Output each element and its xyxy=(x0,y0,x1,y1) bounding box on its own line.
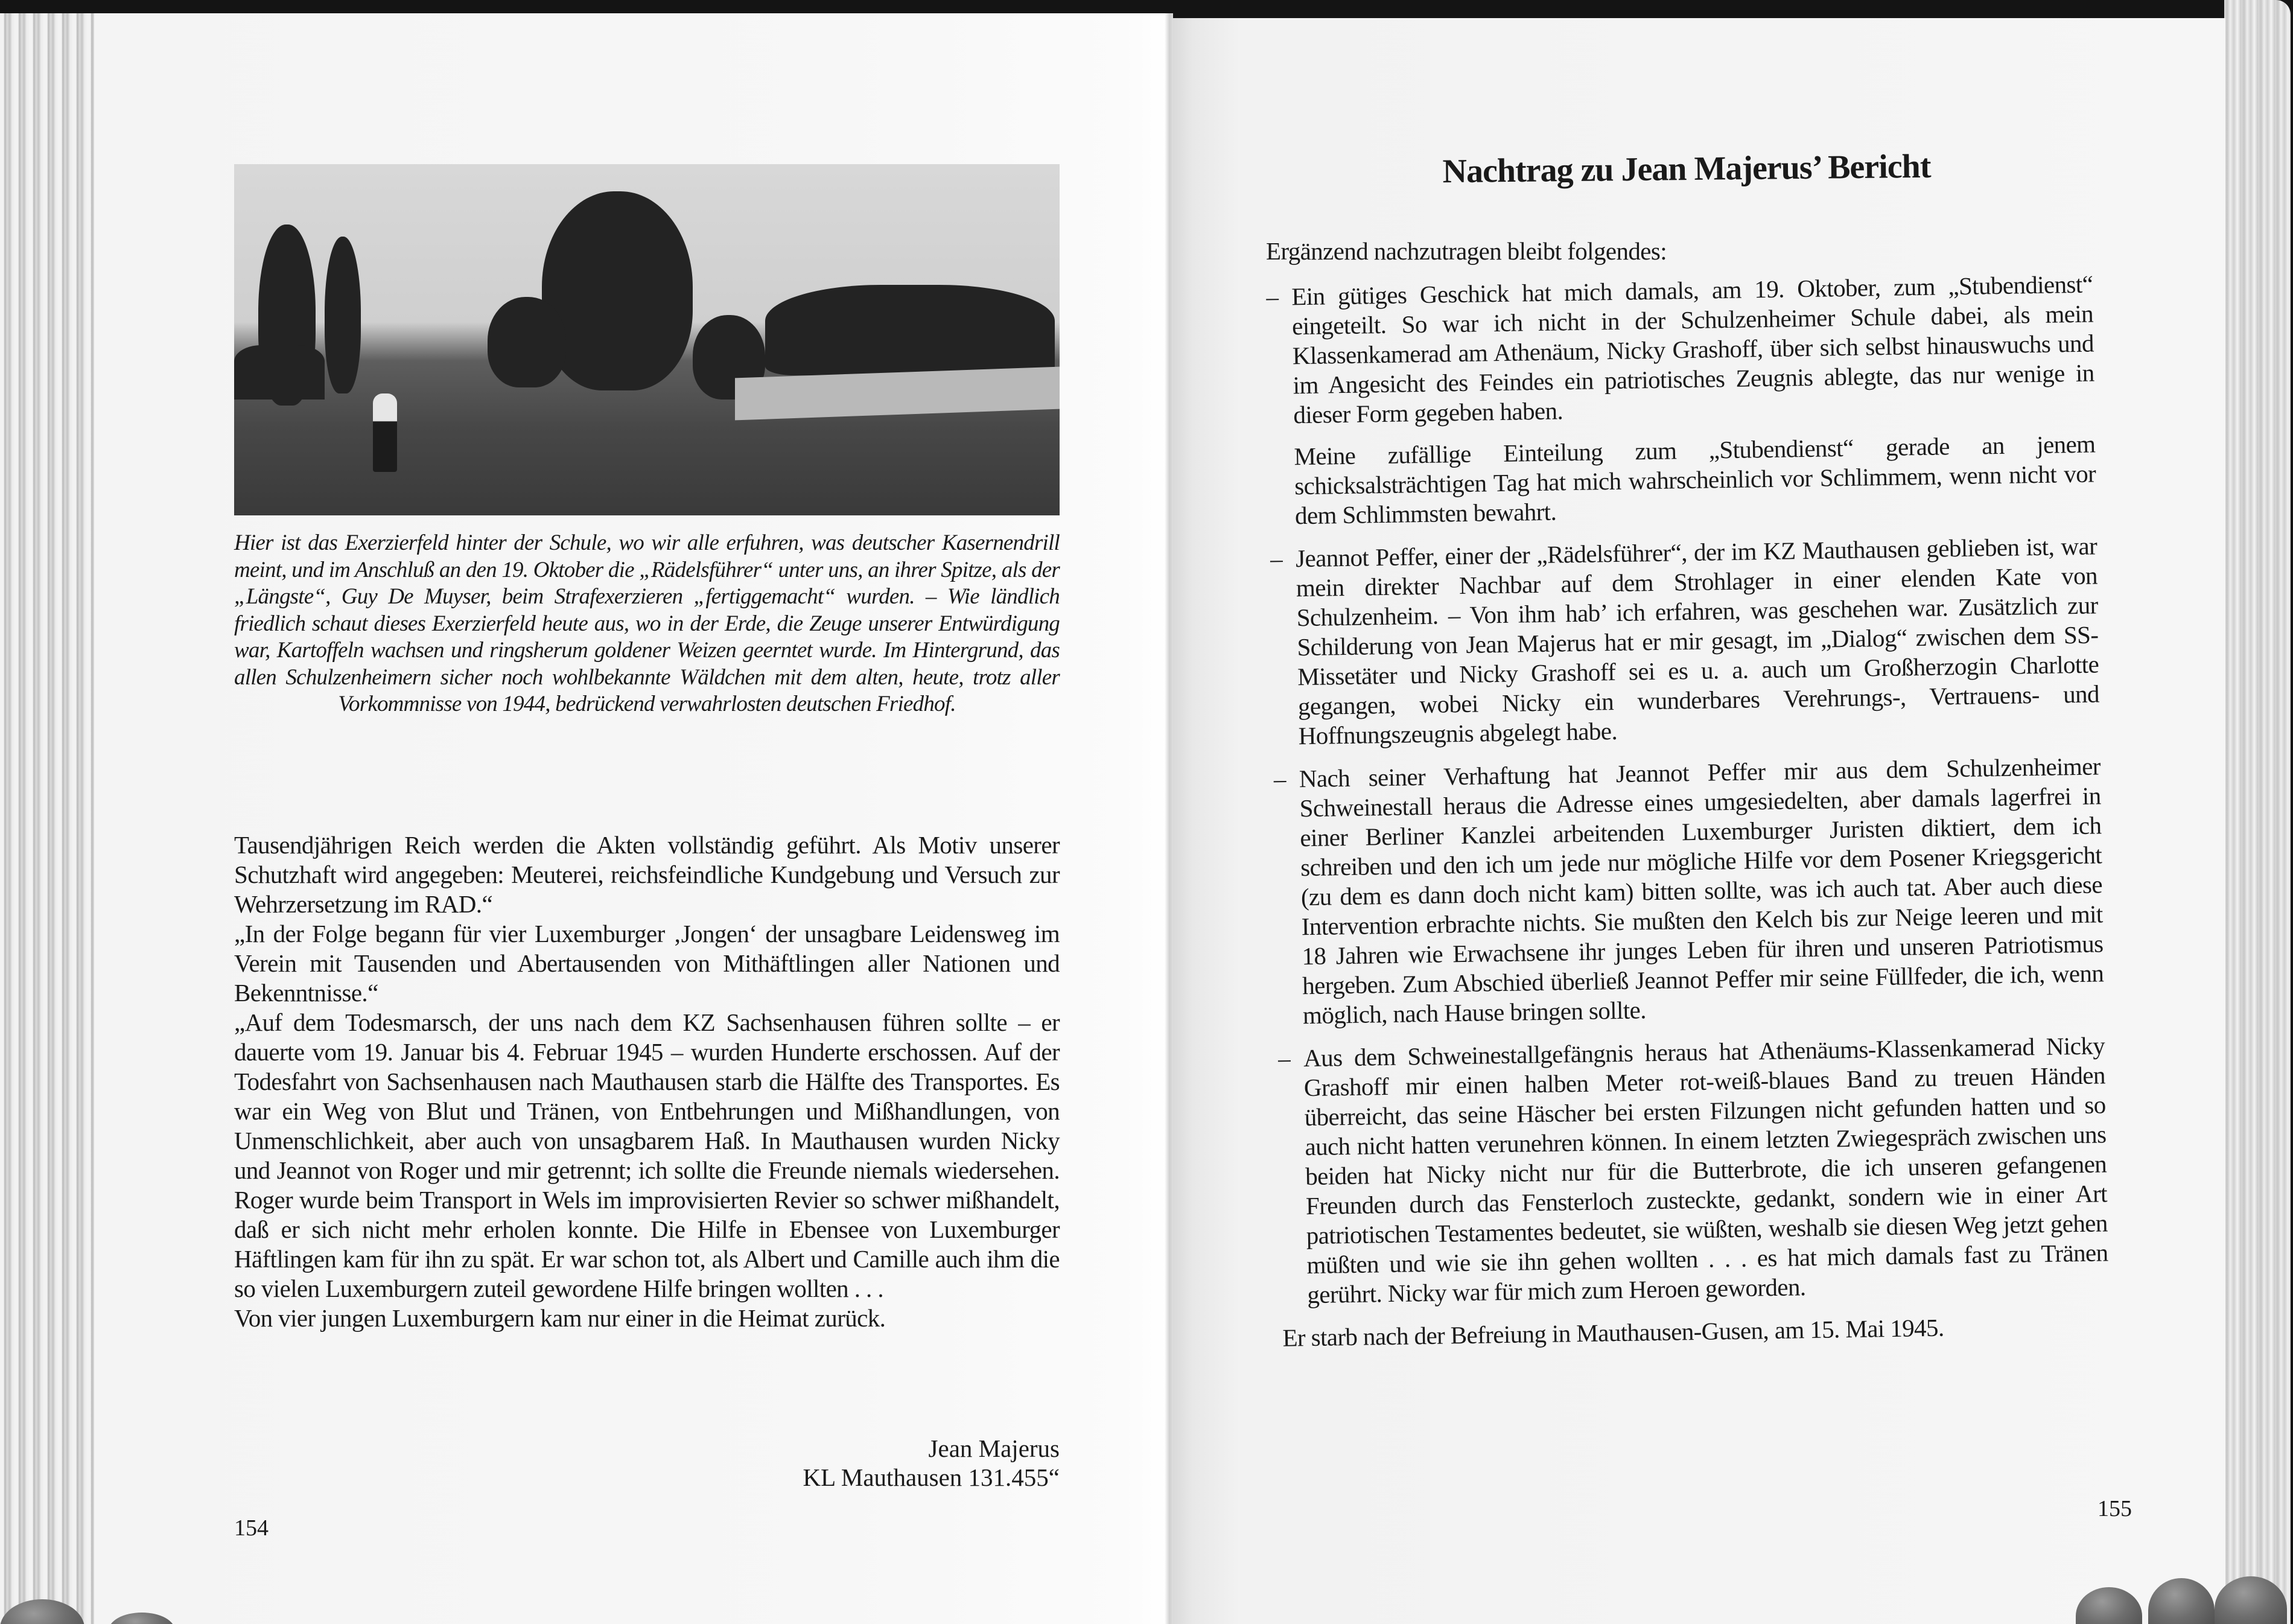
book-gutter xyxy=(1165,13,1173,1624)
bullet-item xyxy=(1274,751,2105,1030)
page-number-left: 154 xyxy=(234,1515,269,1541)
page-edges-left xyxy=(0,13,95,1624)
signature-detail: KL Mauthausen 131.455“ xyxy=(803,1463,1060,1491)
intro-line xyxy=(1266,237,2081,266)
bullet-paragraph: Aus dem Schweinestallgefängnis heraus hat Athenäums-Klassenkamerad Nicky Grashoff mir einen halben Meter rot-weiß-blaues Band zu treuen Händen überreicht, das seine Häscher bei ersten Filzungen nicht gefunden hatten und so auch nicht hatten verunehren können. In einem letzten Zwiegespräch zwischen uns beiden hat Nicky nicht nur für die Butterbrote, die ich unseren gefangenen Freunden durch das Fensterloch zusteckte, gedankt, sondern wie in einer Art patriotischen Testamentes bedeutet, sie wüßten, weshalb sie diesen Weg jetzt gehen müßten und wie sie ihn gehen wollten . . . es hat mich damals fast zu Tränen gerührt. Nicky war für mich zum Heroen geworden. xyxy=(1303,1031,2108,1309)
intro-text: Ergänzend nachzutragen bleibt folgendes: xyxy=(1266,237,1667,265)
bullet-paragraph: Ein gütiges Geschick hat mich damals, am 19. Oktober, zum „Stubendienst“ eingeteilt. So war ich nicht in der Schulzenheimer Schule dabei, als mein Klassenkamerad am Athenäum, Nicky Grashoff, über sich selbst hinauswuchs und im Angesicht des Feindes ein patriotisches Zeugnis ablegte, das nur wenige in dieser Form gegeben haben. xyxy=(1291,270,2094,429)
body-paragraph: Tausendjährigen Reich werden die Akten vollständig geführt. Als Motiv unserer Schutzhaft wird angegeben: Meuterei, reichsfeindliche Kundgebung und Versuch zur Wehrzersetzung im RAD.“ xyxy=(234,831,1060,918)
closing-line: Er starb nach der Befreiung in Mauthausen-Gusen, am 15. Mai 1945. xyxy=(1282,1313,1944,1352)
bullet-item xyxy=(1270,531,2100,751)
treeline-shape xyxy=(234,345,325,400)
bullet-paragraph: Jeannot Peffer, einer der „Rädelsführer“, der im KZ Mauthausen geblieben ist, war mein direkter Nachbar auf dem Strohlager in einer elenden Kate von Schulzenheim. – Von ihm hab’ ich erfahren, was geschehen war. Zusätzlich zur Schilderung von Jean Majerus hat er mir gesagt, im „Dialog“ zwischen dem SS-Missetäter und Nicky Grashoff sei es u. a. auch um Großherzogin Charlotte gegangen, wobei Nicky ein wunderbares Verehrungs-, Vertrauens- und Hoffnungszeugnis abgelegt habe. xyxy=(1295,532,2100,750)
photo-caption xyxy=(234,530,1060,718)
chapter-heading: Nachtrag zu Jean Majerus’ Bericht xyxy=(1442,147,1931,191)
dash-marker: – xyxy=(1273,765,1286,793)
dash-marker: – xyxy=(1277,1044,1291,1072)
bullet-paragraph: Meine zufällige Einteilung zum „Stubendienst“ gerade an jenem schicksalsträchtigen Tag hat mich wahrscheinlich vor Schlimmem, wenn nicht vor dem Schlimmsten bewahrt. xyxy=(1294,430,2096,530)
bullet-item xyxy=(1278,1031,2109,1310)
field-photograph xyxy=(234,164,1060,515)
body-paragraph: „In der Folge begann für vier Luxemburger ‚Jongen‘ der unsagbare Leidensweg im Verein mit Tausenden und Abertausenden von Mithäftlingen aller Nationen und Bekenntnisse.“ xyxy=(234,920,1060,1007)
bullet-item xyxy=(1266,269,2096,530)
bullet-paragraph: Nach seiner Verhaftung hat Jeannot Peffer mir aus dem Schulzenheimer Schweinestall heraus die Adresse eines umgesiedelten, aber damals lagerfrei in einer Berliner Kanzlei arbeitenden Luxemburger Juristen diktiert, dem ich schreiben und den ich um jede nur mögliche Hilfe vor dem Posener Kriegsgericht (zu dem es dann doch nicht kam) bitten sollte, was ich auch tat. Aber auch diese Intervention erbrachte nichts. Sie mußten den Kelch bis zur Neige leeren und mit 18 Jahren wie Erwachsene ihr junges Leben für ihren und unseren Patriotismus hergeben. Zum Abschied überließ Jeannot Peffer mir seine Füllfeder, die ich, wenn möglich, nach Hause bringen sollte. xyxy=(1299,752,2104,1030)
tree-shape xyxy=(325,237,361,393)
tree-shape xyxy=(488,297,566,387)
dash-marker: – xyxy=(1270,544,1283,573)
right-body-text xyxy=(1266,269,2110,1352)
treeline-shape xyxy=(765,285,1055,375)
body-paragraph: „Auf dem Todesmarsch, der uns nach dem KZ Sachsenhausen führen sollte – er dauerte vom 19. Januar bis 4. Februar 1945 – wurden Hunderte erschossen. Auf der Todesfahrt von Sachsenhausen nach Mauthausen starb die Hälfte des Transportes. Es war ein Weg von Blut und Tränen, von Entbehrungen und Mißhandlungen, von Unmenschlichkeit, aber auch von unsagbarem Haß. In Mauthausen wurden Nicky und Jeannot von Roger und mir getrennt; ich sollte die Freunde niemals wiedersehen. Roger wurde beim Transport in Wels im improvisierten Revier so schwer mißhandelt, daß er sich nicht mehr erholen konnte. Die Hilfe in Ebensee von Luxemburger Häftlingen kam für ihn zu spät. Er war schon tot, als Albert und Camille auch ihm die so vielen Luxemburgern zuteil gewordene Hilfe bringen wollten . . . xyxy=(234,1008,1060,1302)
signature-name: Jean Majerus xyxy=(928,1435,1060,1462)
signature-block xyxy=(234,1434,1060,1492)
caption-text: Hier ist das Exerzierfeld hinter der Schule, wo wir alle erfuhren, was deutscher Kasernendrill meint, und im Anschluß an den 19. Oktober die „Rädelsführer“ unter uns, an ihrer Spitze, als der „Längste“, Guy De Muyser, beim Strafexerzieren „fertiggemacht“ wurden. – Wie ländlich friedlich schaut dieses Exerzierfeld heute aus, wo in der Erde, die Zeuge unserer Entwürdigung war, Kartoffeln wachsen und ringsherum goldener Weizen geerntet wurde. Im Hintergrund, das allen Schulzenheimern sicher noch wohlbekannte Wäldchen mit dem alten, heute, trotz aller Vorkommnisse von 1944, bedrückend verwahrlosten deutschen Friedhof. xyxy=(234,530,1060,716)
dash-marker: – xyxy=(1266,282,1279,311)
body-paragraph: Von vier jungen Luxemburgern kam nur einer in die Heimat zurück. xyxy=(234,1304,886,1332)
page-edges-right xyxy=(2224,0,2291,1624)
walking-person xyxy=(373,393,397,472)
left-body-text xyxy=(234,830,1060,1333)
page-number-right: 155 xyxy=(2097,1496,2132,1521)
